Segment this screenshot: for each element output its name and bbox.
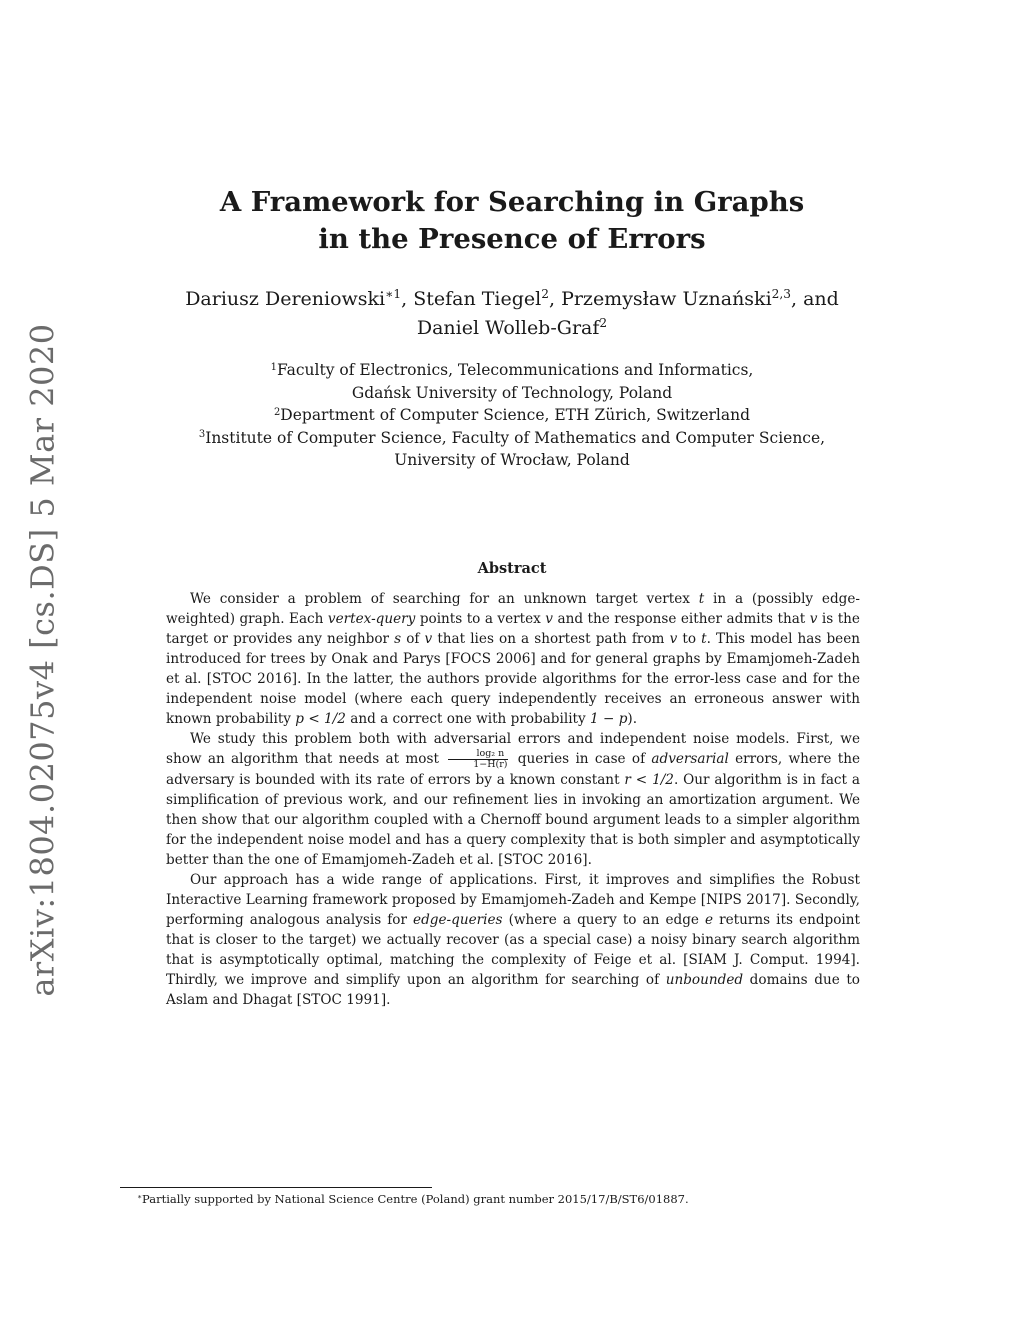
- author-affiliation-marker: ∗1: [385, 287, 402, 302]
- footnote-text: Partially supported by National Science Centre (Poland) grant number 2015/17/B/ST6/01887.: [142, 1192, 689, 1206]
- footnote-divider: [120, 1187, 432, 1188]
- footnote-marker: ∗: [137, 1191, 143, 1201]
- funding-footnote: [137, 1191, 897, 1207]
- affiliation-3: $^3$Institute of Computer Science, Faculty of Mathematics and Computer Science, University of Wrocław, Poland: [198, 428, 826, 469]
- abstract-paragraph-1: We consider a problem of searching for an unknown target vertex t in a (possibly edge-weighted) graph. Each vertex-query points to a vertex v and the response either admits that v is the target or provides any neighbor s of v that lies on a shortest path from v to t. This model has been introduced for trees by Onak and Parys [FOCS 2006] and for general graphs by Emamjomeh-Zadeh et al. [STOC 2016]. In the latter, the authors provide algorithms for the error-less case and for the independent noise model (where each query independently receives an erroneous answer with known probability p < 1/2 and a correct one with probability 1 − p).: [166, 591, 860, 727]
- title-line-1: A Framework for Searching in Graphs: [219, 186, 805, 218]
- author-name: Stefan Tiegel: [413, 288, 542, 310]
- author-line-1: Dariusz Dereniowski$^{∗1}$, Stefan Tiegel$^2$, Przemysław Uznański$^{2,3}$, and: [185, 287, 839, 310]
- author-affiliation-marker: 2: [599, 316, 608, 331]
- abstract-paragraph-3: Our approach has a wide range of applications. First, it improves and simplifies the Robust Interactive Learning framework proposed by Emamjomeh-Zadeh and Kempe [NIPS 2017]. Secondly, performing analogous analysis for edge-queries (where a query to an edge e returns its endpoint that is closer to the target) we actually recover (as a special case) a noisy binary search algorithm that is asymptotically optimal, matching the complexity of Feige et al. [SIAM J. Comput. 1994]. Thirdly, we improve and simplify upon an algorithm for searching of unbounded domains due to Aslam and Dhagat [STOC 1991].: [166, 872, 860, 1008]
- title-line-2: in the Presence of Errors: [318, 223, 706, 255]
- abstract-body: [166, 589, 860, 1010]
- query-bound-fraction: $\frac{\text{log₂ n}}{1-H(r)}$: [448, 749, 508, 770]
- author-list: [150, 285, 874, 343]
- affiliation-1: $^1$Faculty of Electronics, Telecommunications and Informatics, Gdańsk University of Technology, Poland: [270, 361, 754, 402]
- arxiv-identifier-text: arXiv:1804.02075v4 [cs.DS] 5 Mar 2020: [24, 323, 62, 997]
- abstract-paragraph-2: We study this problem both with adversarial errors and independent noise models. First, we show an algorithm that needs at most $\frac{\text{log₂ n}}{1-H(r)}$ queries in case of adversarial errors, where the adversary is bounded with its rate of errors by a known constant r < 1/2. Our algorithm is in fact a simplification of previous work, and our refinement lies in invoking an amortization argument. We then show that our algorithm coupled with a Chernoff bound argument leads to a simpler algorithm for the independent noise model and has a query complexity that is both simpler and asymptotically better than the one of Emamjomeh-Zadeh et al. [STOC 2016].: [166, 731, 860, 868]
- abstract-heading: Abstract: [477, 560, 547, 577]
- author-name: Dariusz Dereniowski: [185, 288, 386, 310]
- affiliation-list: [150, 359, 874, 472]
- author-name: Daniel Wolleb-Graf: [416, 317, 600, 339]
- paper-title: [150, 184, 874, 258]
- author-line-2: [150, 314, 874, 343]
- affiliation-2: $^2$Department of Computer Science, ETH Zürich, Switzerland: [273, 406, 751, 424]
- arxiv-identifier-stamp: [20, 323, 66, 997]
- author-name: Przemysław Uznański: [561, 288, 772, 310]
- author-affiliation-marker: 2: [541, 287, 549, 302]
- author-affiliation-marker: 2,3: [771, 287, 791, 302]
